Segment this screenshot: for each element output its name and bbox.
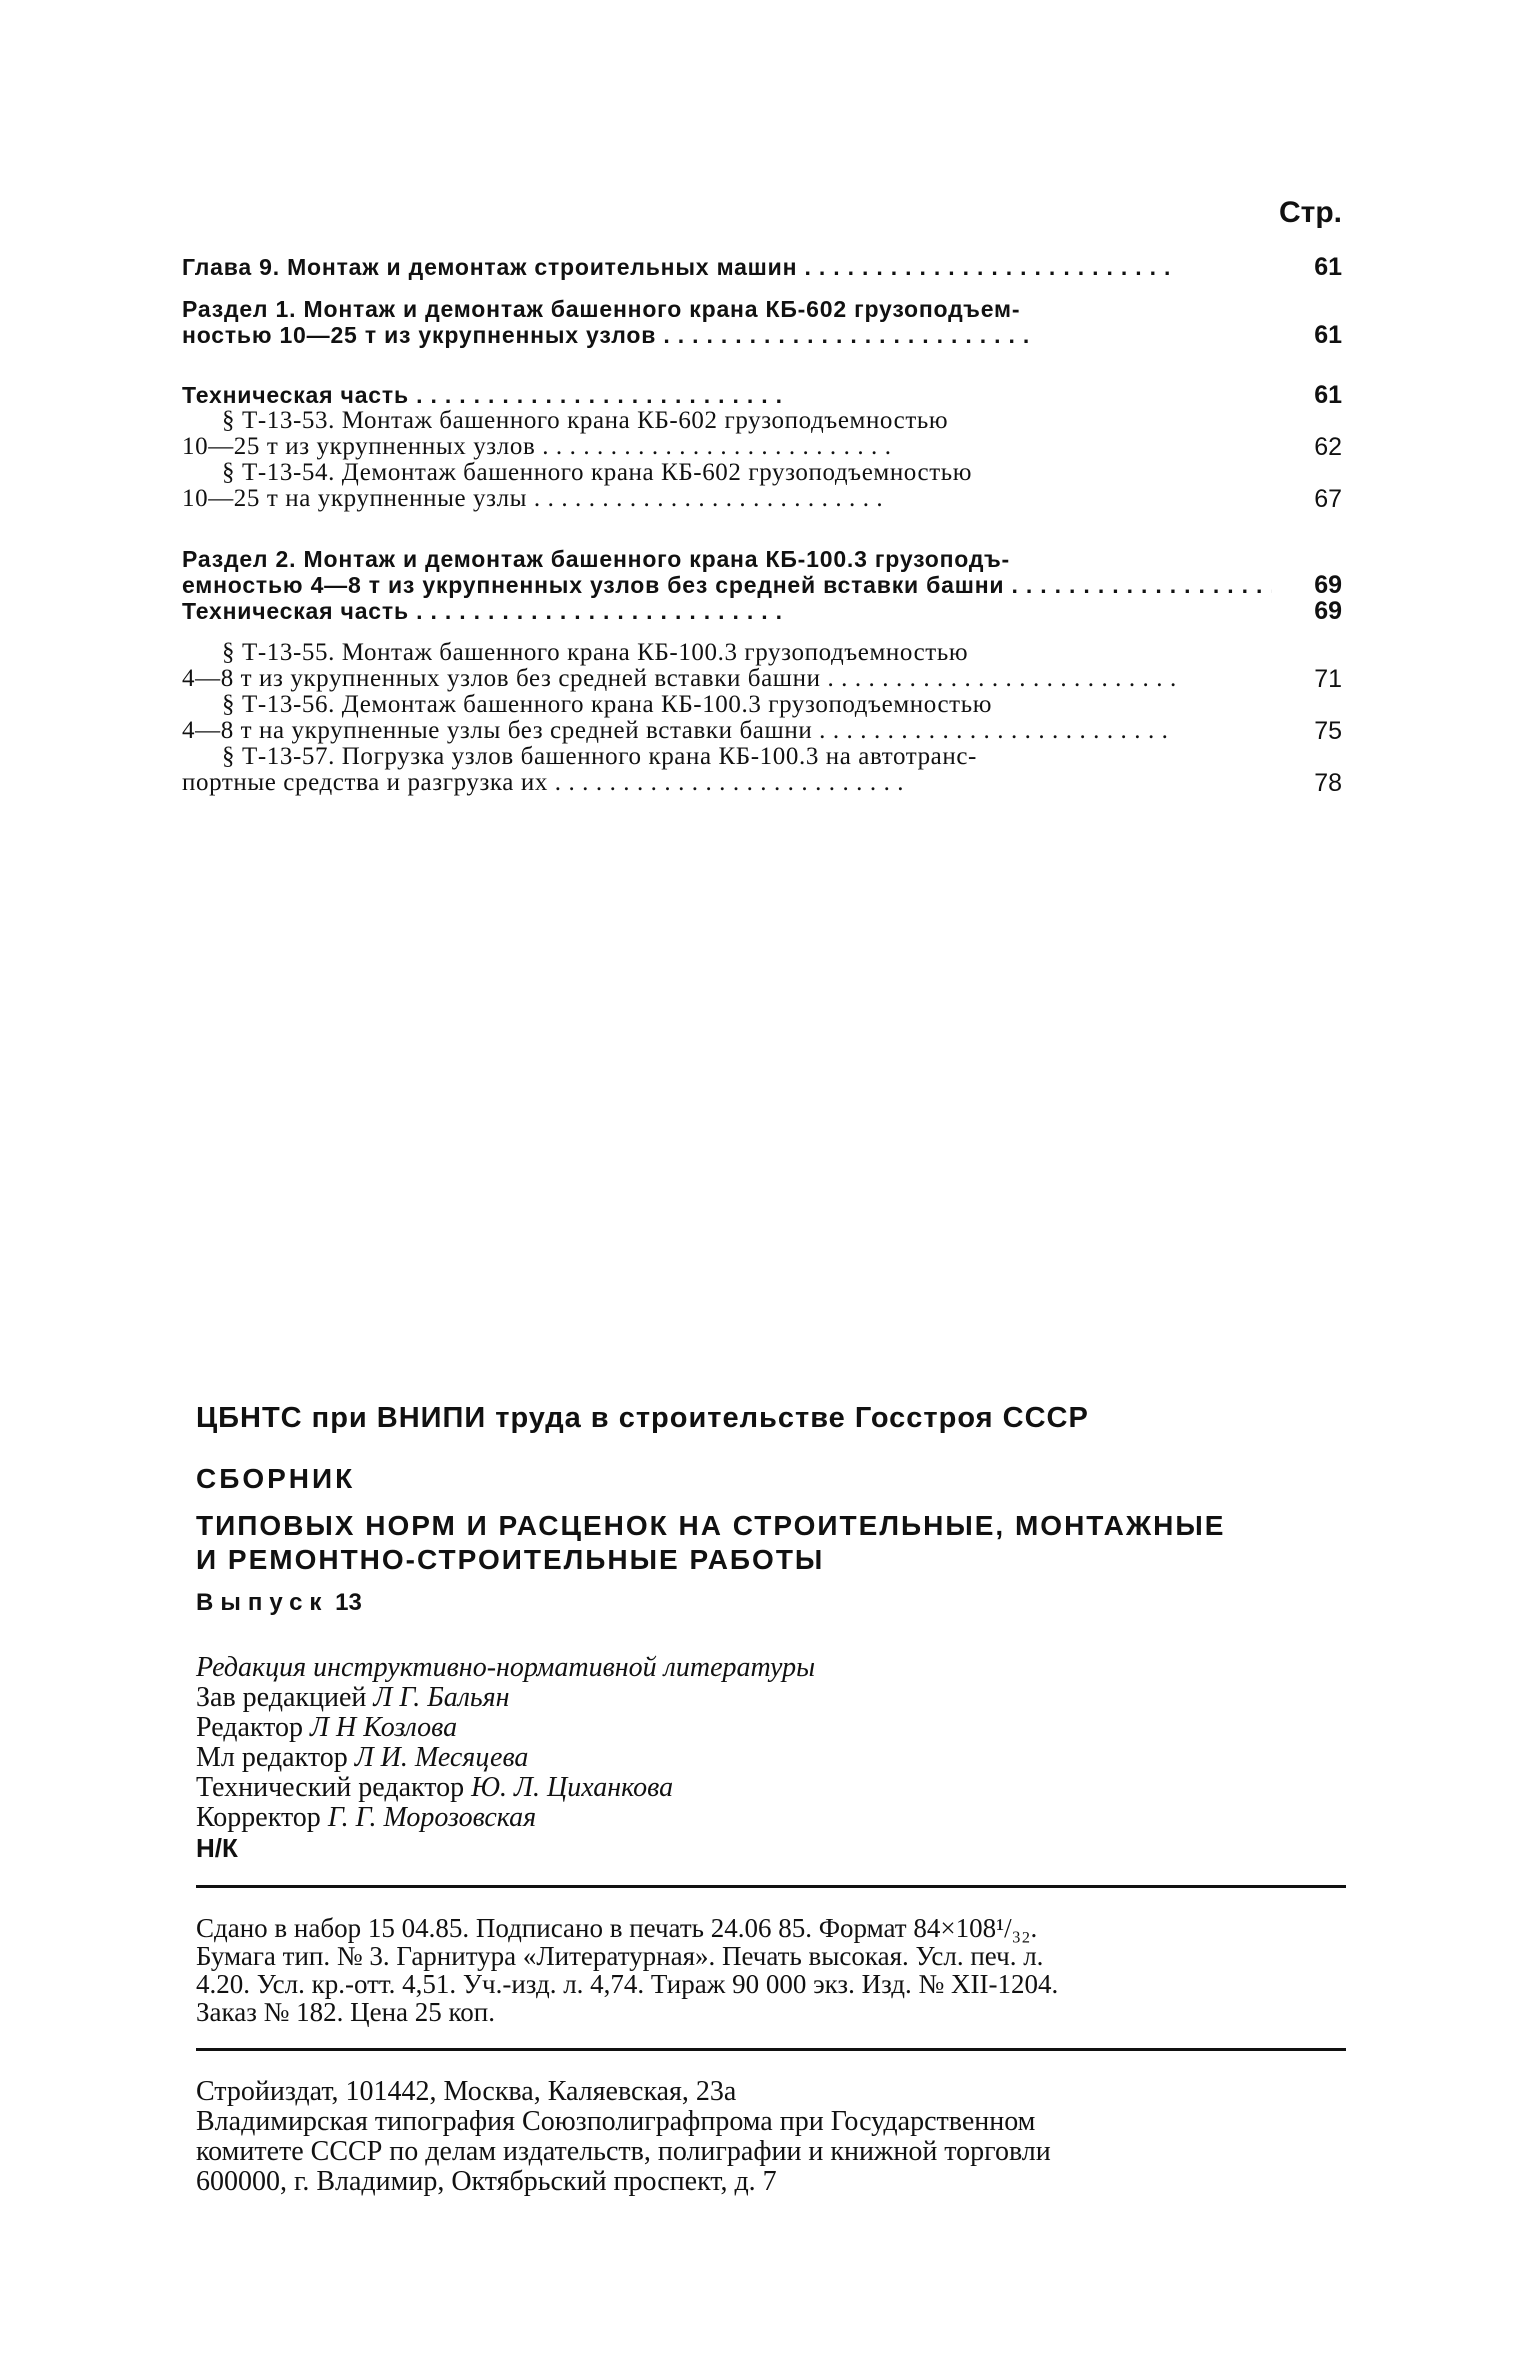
toc-rows — [182, 254, 1342, 796]
toc-entry-text: 4—8 т на укрупненные узлы без средней вставки башни . . — [182, 718, 1272, 744]
toc-entry-text: Глава 9. Монтаж и демонтаж строительных машин . . — [182, 254, 1272, 280]
toc-entry-text: Раздел 1. Монтаж и демонтаж башенного крана КБ-602 грузоподъем- — [182, 296, 1021, 322]
toc-entry-page: 75 — [1314, 717, 1342, 745]
credit-name: Л Н Козлова — [310, 1712, 458, 1743]
divider — [196, 2048, 1346, 2051]
toc-entry-page: 78 — [1314, 769, 1342, 797]
print-details — [196, 1914, 1346, 2026]
credit-name: Ю. Л. Циханкова — [471, 1772, 674, 1803]
credit-line — [196, 1803, 1346, 1833]
issue-number: 13 — [335, 1589, 362, 1616]
print-line: Бумага тип. № 3. Гарнитура «Литературная». Печать высокая. Усл. печ. л. — [196, 1941, 1044, 1971]
credit-role: Технический редактор — [196, 1772, 465, 1803]
credit-name: Г. Г. Морозовская — [327, 1802, 537, 1833]
toc-entry-text: ностью 10—25 т из укрупненных узлов . . — [182, 322, 1272, 348]
toc-entry-text: 10—25 т из укрупненных узлов . . — [182, 434, 1272, 460]
toc-entry-text: Раздел 2. Монтаж и демонтаж башенного крана КБ-100.3 грузоподъ- — [182, 546, 1010, 572]
credit-line — [196, 1773, 1346, 1803]
toc-entry-text: § Т-13-55. Монтаж башенного крана КБ-100.3 грузоподъемностью — [222, 640, 969, 666]
toc-entry-text: § Т-13-53. Монтаж башенного крана КБ-602 грузоподъемностью — [222, 408, 949, 434]
toc-entry-page: 62 — [1314, 433, 1342, 461]
organization-line: ЦБНТС при ВНИПИ труда в строительстве Госстроя СССР — [196, 1402, 1089, 1434]
toc-entry-page: 71 — [1314, 665, 1342, 693]
toc-entry — [182, 322, 1342, 348]
credit-role: Корректор — [196, 1802, 321, 1833]
edition-code: Н/К — [196, 1833, 238, 1863]
toc-entry — [182, 460, 1342, 486]
toc-entry — [182, 640, 1342, 666]
toc-entry — [182, 692, 1342, 718]
collection-title-line-1: ТИПОВЫХ НОРМ И РАСЦЕНОК НА СТРОИТЕЛЬНЫЕ, МОНТАЖНЫЕ — [196, 1510, 1226, 1541]
toc-spacer — [182, 624, 1342, 640]
toc-entry-page: 61 — [1314, 253, 1342, 281]
toc-entry — [182, 296, 1342, 322]
toc-entry-text: емностью 4—8 т из укрупненных узлов без средней вставки башни . . — [182, 572, 1272, 598]
credit-name: Л И. Месяцева — [354, 1742, 529, 1773]
credit-line — [196, 1713, 1346, 1743]
imprint — [196, 1402, 1346, 2197]
toc-entry-page: 67 — [1314, 485, 1342, 513]
issue-line — [196, 1589, 1346, 1617]
collection-label: СБОРНИК — [196, 1463, 356, 1494]
page-column-header: Стр. — [1278, 196, 1342, 229]
toc-entry — [182, 546, 1342, 572]
toc-entry-text: § Т-13-56. Демонтаж башенного крана КБ-100.3 грузоподъемностью — [222, 692, 992, 718]
publisher-line: 600000, г. Владимир, Октябрьский проспект, д. 7 — [196, 2166, 777, 2197]
print-line: Сдано в набор 15 04.85. Подписано в печать 24.06 85. Формат 84×108¹/₃₂. — [196, 1913, 1038, 1943]
publisher-line: Владимирская типография Союзполиграфпрома при Государственном — [196, 2106, 1036, 2137]
credit-name: Л Г. Бальян — [373, 1682, 510, 1713]
toc-entry-text: 4—8 т из укрупненных узлов без средней вставки башни . . — [182, 666, 1272, 692]
credit-line — [196, 1743, 1346, 1773]
toc-entry — [182, 572, 1342, 598]
toc-entry — [182, 254, 1342, 280]
toc-entry — [182, 434, 1342, 460]
toc-spacer — [182, 348, 1342, 382]
divider — [196, 1885, 1346, 1888]
issue-label: Выпуск — [196, 1589, 329, 1616]
credit-line — [196, 1683, 1346, 1713]
credits-block — [196, 1653, 1346, 1863]
print-line: 4.20. Усл. кр.-отт. 4,51. Уч.-изд. л. 4,74. Тираж 90 000 экз. Изд. № XII-1204. — [196, 1969, 1059, 1999]
toc-entry-page: 69 — [1314, 571, 1342, 599]
toc-spacer — [182, 280, 1342, 296]
toc-entry-page: 61 — [1314, 381, 1342, 409]
toc-entry — [182, 770, 1342, 796]
toc-entry-text: Техническая часть . . — [182, 382, 1272, 408]
toc-entry — [182, 718, 1342, 744]
toc-entry-page: 61 — [1314, 321, 1342, 349]
toc-entry-text: § Т-13-57. Погрузка узлов башенного крана КБ-100.3 на автотранс- — [222, 744, 977, 770]
print-line: Заказ № 182. Цена 25 коп. — [196, 1997, 495, 2027]
toc-entry-text: Техническая часть . . — [182, 598, 1272, 624]
toc-entry — [182, 408, 1342, 434]
toc-entry — [182, 382, 1342, 408]
toc-entry — [182, 744, 1342, 770]
publisher-details — [196, 2077, 1346, 2197]
toc-entry-page: 69 — [1314, 597, 1342, 625]
credit-role: Редактор — [196, 1712, 304, 1743]
editorial-office: Редакция инструктивно-нормативной литературы — [196, 1652, 816, 1683]
toc-entry-text: § Т-13-54. Демонтаж башенного крана КБ-602 грузоподъемностью — [222, 460, 973, 486]
credit-role: Мл редактор — [196, 1742, 348, 1773]
toc-entry — [182, 598, 1342, 624]
table-of-contents — [182, 196, 1342, 796]
toc-spacer — [182, 512, 1342, 546]
collection-title-line-2: И РЕМОНТНО-СТРОИТЕЛЬНЫЕ РАБОТЫ — [196, 1544, 825, 1575]
toc-entry-text: портные средства и разгрузка их . . — [182, 770, 1272, 796]
toc-entry — [182, 486, 1342, 512]
credit-role: Зав редакцией — [196, 1682, 367, 1713]
publisher-line: комитете СССР по делам издательств, полиграфии и книжной торговли — [196, 2136, 1051, 2167]
publisher-line: Стройиздат, 101442, Москва, Каляевская, 23а — [196, 2076, 737, 2107]
toc-entry-text: 10—25 т на укрупненные узлы . . — [182, 486, 1272, 512]
toc-entry — [182, 666, 1342, 692]
